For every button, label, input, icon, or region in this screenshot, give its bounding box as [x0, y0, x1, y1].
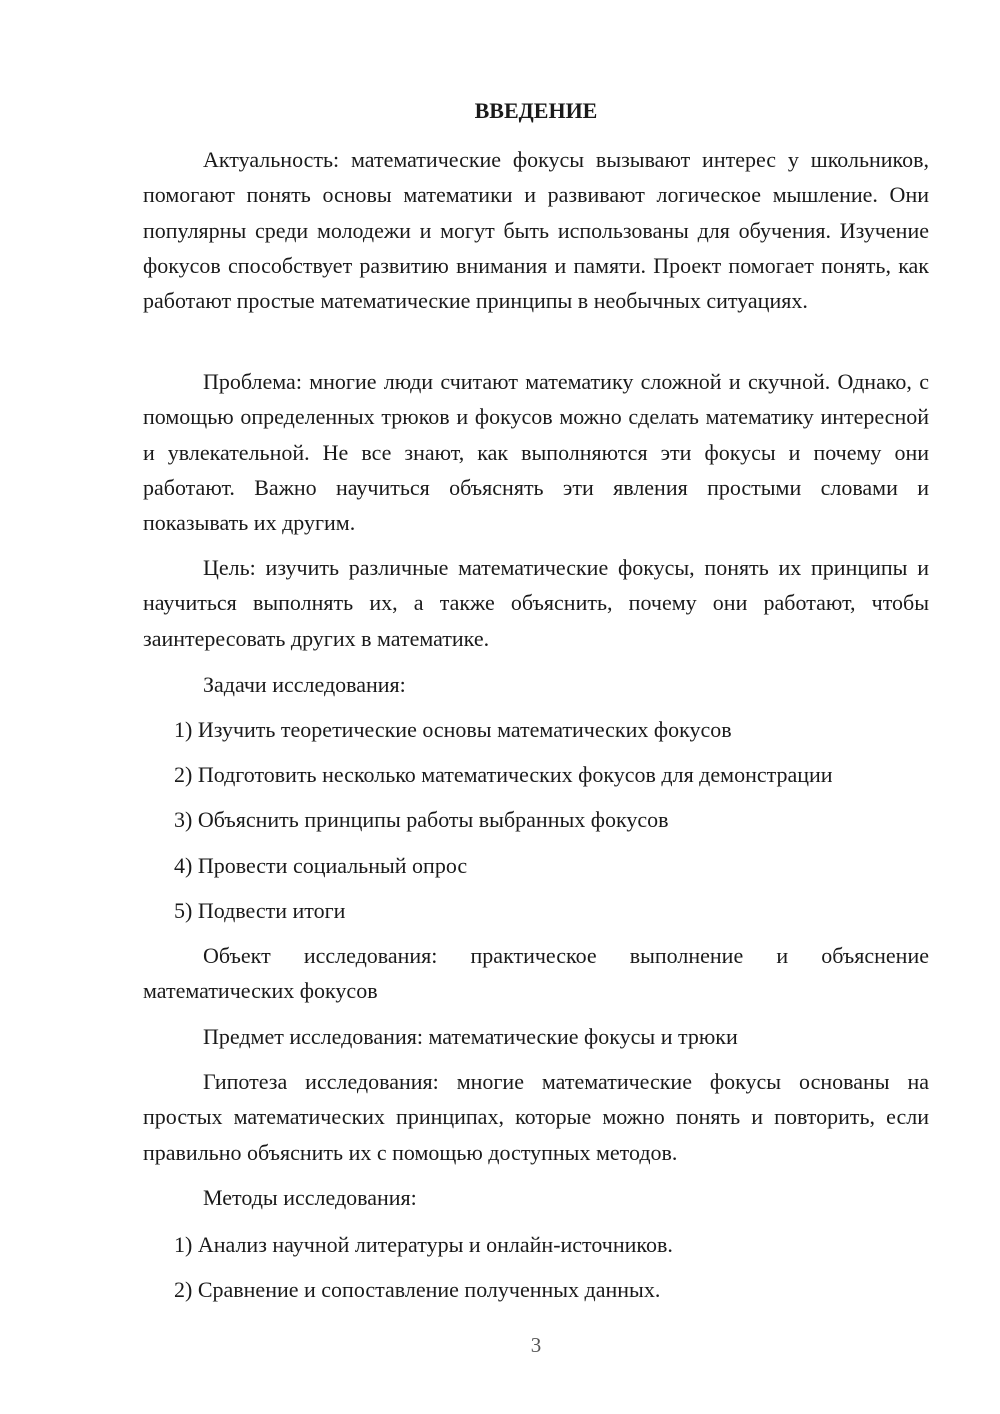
problem-paragraph: Проблема: многие люди считают математику сложной и скучной. Однако, с помощью определенных трюков и фокусов можно сделать математику интересной и увлекательной. Не все знают, как выполняются эти фокусы и почему они работают. Важно научиться объяснять эти явления простыми словами и показывать их другим. — [143, 369, 929, 536]
task-item: 5) Подвести итоги — [174, 898, 346, 923]
goal-paragraph: Цель: изучить различные математические фокусы, понять их принципы и научиться выполнять их, а также объяснить, почему они работают, чтобы заинтересовать других в математике. — [143, 555, 929, 651]
task-item: 3) Объяснить принципы работы выбранных фокусов — [174, 807, 669, 832]
object-paragraph: Объект исследования: практическое выполнение и объяснение математических фокусов — [143, 943, 929, 1004]
method-item: 2) Сравнение и сопоставление полученных данных. — [174, 1277, 661, 1302]
relevance-paragraph: Актуальность: математические фокусы вызывают интерес у школьников, помогают понять основы математики и развивают логическое мышление. Они популярны среди молодежи и могут быть использованы для обучения. Изучение фокусов способствует развитию внимания и памяти. Проект помогает понять, как работают простые математические принципы в необычных ситуациях. — [143, 147, 929, 314]
task-item: 4) Провести социальный опрос — [174, 853, 468, 878]
document-page — [143, 0, 929, 1414]
subject-line: Предмет исследования: математические фокусы и трюки — [203, 1024, 738, 1049]
task-item: 1) Изучить теоретические основы математических фокусов — [174, 717, 732, 742]
hypothesis-paragraph: Гипотеза исследования: многие математические фокусы основаны на простых математических принципах, которые можно понять и повторить, если правильно объяснить их с помощью доступных методов. — [143, 1069, 929, 1165]
page-number: 3 — [530, 1333, 542, 1357]
page-title: ВВЕДЕНИЕ — [474, 98, 598, 123]
methods-heading: Методы исследования: — [203, 1185, 417, 1210]
task-item: 2) Подготовить несколько математических фокусов для демонстрации — [174, 762, 833, 787]
tasks-heading: Задачи исследования: — [203, 672, 406, 697]
method-item: 1) Анализ научной литературы и онлайн-источников. — [174, 1232, 673, 1257]
